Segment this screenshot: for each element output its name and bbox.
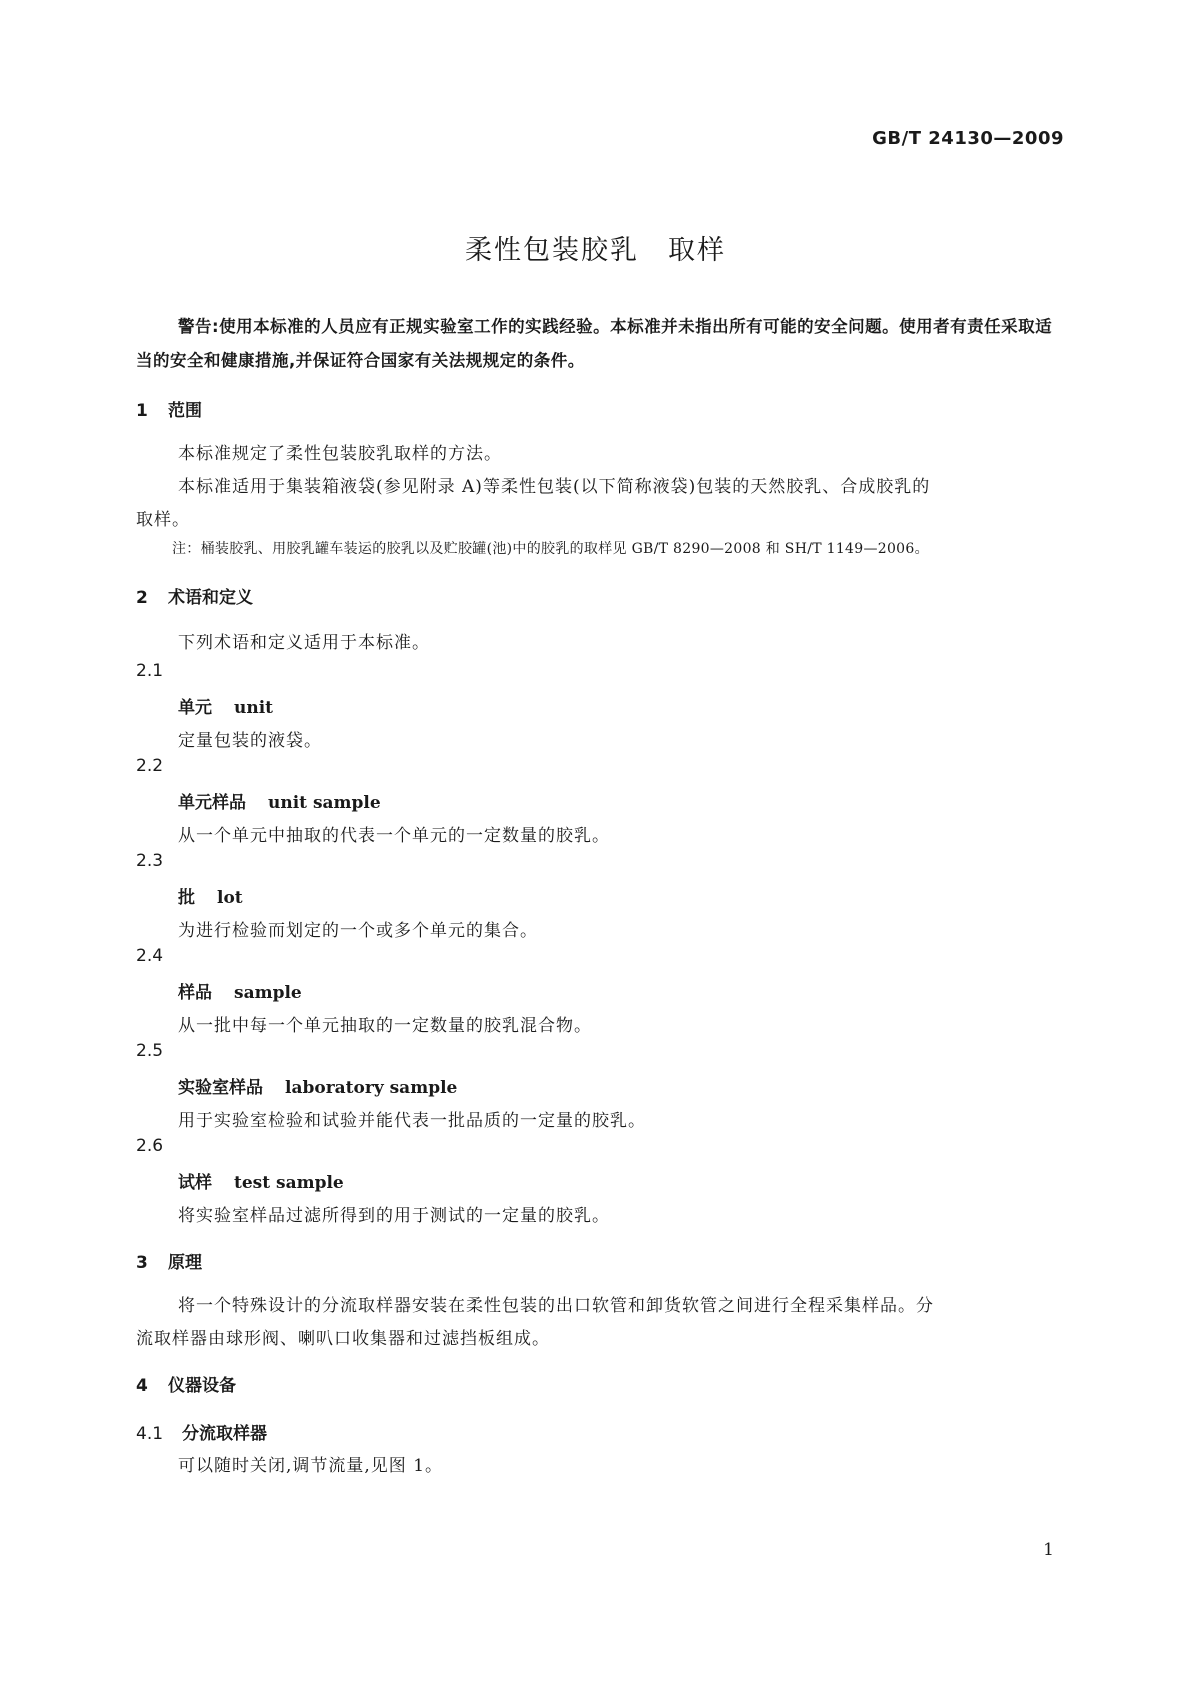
term-en: lot [217, 888, 243, 908]
section-4-heading [136, 1371, 236, 1396]
term-heading [178, 883, 243, 908]
term-en: test sample [234, 1173, 344, 1193]
section-3-heading [136, 1248, 202, 1273]
subclause-number: 4.1 [136, 1424, 164, 1444]
section-3-line-2: 流取样器由球形阀、喇叭口收集器和过滤挡板组成。 [136, 1329, 550, 1349]
term-number: 2.3 [136, 851, 164, 871]
warning-paragraph: 警告:使用本标准的人员应有正规实验室工作的实践经验。本标准并未指出所有可能的安全问题。使用者有责任采取适当的安全和健康措施,并保证符合国家有关法规规定的条件。 [136, 317, 1053, 370]
section-4-1-text: 可以随时关闭,调节流量,见图 1。 [178, 1456, 444, 1476]
term-zh: 单元 [178, 698, 212, 718]
term-number: 2.2 [136, 756, 164, 776]
section-2-intro: 下列术语和定义适用于本标准。 [178, 633, 430, 653]
term-en: unit [234, 698, 274, 718]
section-2-heading [136, 583, 253, 608]
section-number: 2 [136, 588, 148, 608]
term-zh: 批 [178, 888, 195, 908]
section-1-note: 注：桶装胶乳、用胶乳罐车装运的胶乳以及贮胶罐(池)中的胶乳的取样见 GB/T 8290—2008 和 SH/T 1149—2006。 [172, 541, 929, 557]
section-1-paragraph-2-line-1: 本标准适用于集装箱液袋(参见附录 A)等柔性包装(以下简称液袋)包装的天然胶乳、合成胶乳的 [178, 477, 931, 497]
page-number: 1 [1043, 1540, 1054, 1560]
term-heading [178, 693, 273, 718]
term-heading [178, 1168, 344, 1193]
page-title: 柔性包装胶乳 取样 [465, 235, 726, 266]
term-en: unit sample [268, 793, 381, 813]
term-definition: 为进行检验而划定的一个或多个单元的集合。 [178, 921, 538, 941]
term-definition: 从一批中每一个单元抽取的一定数量的胶乳混合物。 [178, 1016, 592, 1036]
term-zh: 单元样品 [178, 793, 246, 813]
term-heading [178, 978, 302, 1003]
term-heading [178, 788, 381, 813]
standard-code: GB/T 24130—2009 [872, 128, 1064, 149]
section-1-heading [136, 396, 202, 421]
term-definition: 从一个单元中抽取的代表一个单元的一定数量的胶乳。 [178, 826, 610, 846]
term-zh: 试样 [178, 1173, 212, 1193]
term-number: 2.1 [136, 661, 164, 681]
section-title: 范围 [168, 401, 202, 421]
section-number: 4 [136, 1376, 148, 1396]
section-title: 术语和定义 [168, 588, 253, 608]
section-number: 1 [136, 401, 148, 421]
term-definition: 定量包装的液袋。 [178, 731, 322, 751]
term-number: 2.4 [136, 946, 164, 966]
section-number: 3 [136, 1253, 148, 1273]
term-en: sample [234, 983, 302, 1003]
section-1-paragraph-1: 本标准规定了柔性包装胶乳取样的方法。 [178, 444, 502, 464]
subclause-title: 分流取样器 [182, 1424, 267, 1444]
section-4-1-heading [136, 1419, 267, 1444]
section-1-paragraph-2-line-2: 取样。 [136, 510, 190, 530]
section-title: 原理 [168, 1253, 202, 1273]
section-title: 仪器设备 [168, 1376, 236, 1396]
term-definition: 用于实验室检验和试验并能代表一批品质的一定量的胶乳。 [178, 1111, 646, 1131]
term-zh: 样品 [178, 983, 212, 1003]
term-heading [178, 1073, 457, 1098]
term-definition: 将实验室样品过滤所得到的用于测试的一定量的胶乳。 [178, 1206, 610, 1226]
term-number: 2.5 [136, 1041, 164, 1061]
term-en: laboratory sample [285, 1078, 458, 1098]
term-zh: 实验室样品 [178, 1078, 263, 1098]
term-number: 2.6 [136, 1136, 164, 1156]
section-3-line-1: 将一个特殊设计的分流取样器安装在柔性包装的出口软管和卸货软管之间进行全程采集样品。分 [178, 1296, 934, 1316]
